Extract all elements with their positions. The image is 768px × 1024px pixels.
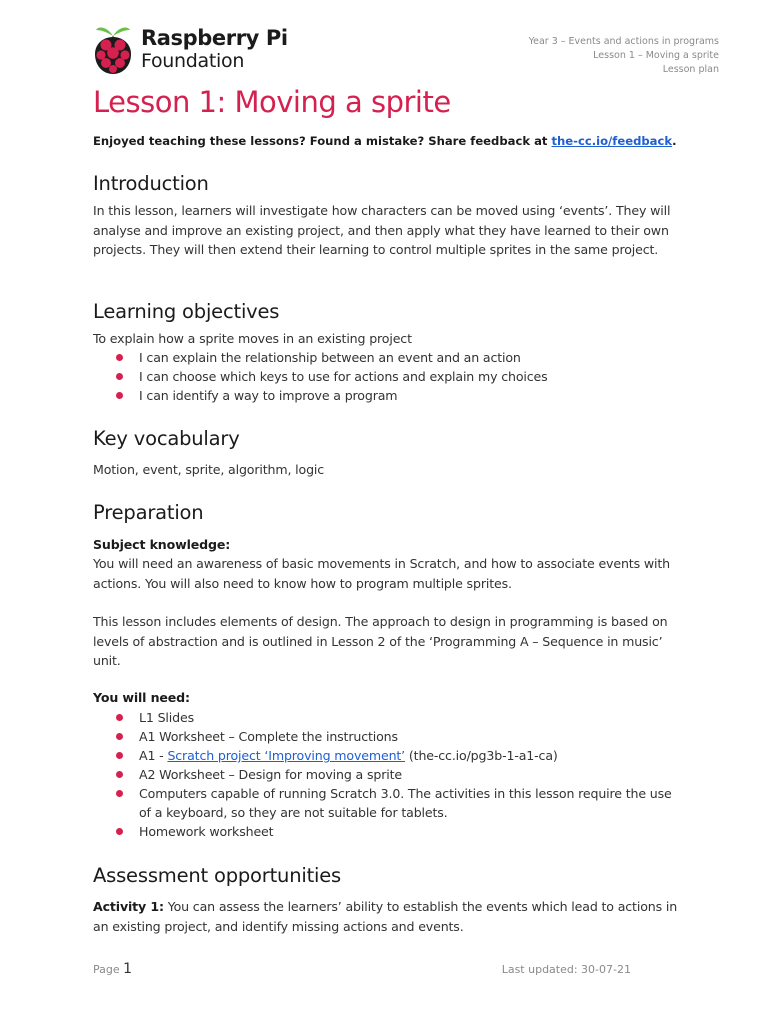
- objective-text: I can identify a way to improve a program: [139, 388, 398, 403]
- section-heading-introduction: Introduction: [93, 172, 209, 195]
- resource-text: Computers capable of running Scratch 3.0. The activities in this lesson require the use of a keyboard, so they are not suitable for tablets.: [139, 786, 672, 820]
- list-item: [93, 367, 683, 386]
- meta-year-unit: Year 3 – Events and actions in programs: [528, 36, 719, 47]
- resources-list: [93, 708, 683, 841]
- vocabulary-text: Motion, event, sprite, algorithm, logic: [93, 462, 325, 477]
- objective-text: I can explain the relationship between an event and an action: [139, 350, 521, 365]
- page-title: Lesson 1: Moving a sprite: [93, 85, 451, 119]
- introduction-text: In this lesson, learners will investigate how characters can be moved using ‘events’. They will analyse and improve an existing project, and then apply what they have learned to their own projects. They will then extend their learning to control multiple sprites in the same project.: [93, 203, 671, 258]
- assessment-body: You can assess the learners’ ability to establish the events which lead to actions in an existing project, and identify missing actions and events.: [93, 899, 678, 934]
- list-item: [93, 727, 683, 746]
- meta-doc-type: Lesson plan: [662, 64, 719, 75]
- resource-text: Homework worksheet: [139, 824, 274, 839]
- section-heading-vocabulary: Key vocabulary: [93, 427, 240, 450]
- list-item: [93, 386, 683, 405]
- last-updated: Last updated: 30-07-21: [501, 963, 631, 976]
- bullet-dot-icon: [116, 392, 123, 399]
- objectives-intro: To explain how a sprite moves in an existing project: [93, 331, 412, 346]
- bullet-dot-icon: [116, 373, 123, 380]
- resource-text: A1 Worksheet – Complete the instructions: [139, 729, 398, 744]
- list-item: [93, 784, 683, 822]
- objectives-list: [93, 348, 683, 405]
- resource-text: A2 Worksheet – Design for moving a sprite: [139, 767, 402, 782]
- resource-prefix: A1 -: [139, 748, 168, 763]
- feedback-text: Enjoyed teaching these lessons? Found a mistake? Share feedback at: [93, 134, 552, 148]
- list-item: [93, 765, 683, 784]
- page-label: Page: [93, 963, 124, 976]
- list-item: [93, 708, 683, 727]
- logo-line-2: Foundation: [141, 50, 245, 72]
- assessment-label: Activity 1:: [93, 899, 164, 914]
- design-note-text: This lesson includes elements of design. The approach to design in programming is based on levels of abstraction and is outlined in Lesson 2 of the ‘Programming A – Sequence in music’ unit.: [93, 614, 668, 669]
- bullet-dot-icon: [116, 354, 123, 361]
- feedback-end: .: [672, 134, 677, 148]
- meta-lesson: Lesson 1 – Moving a sprite: [593, 50, 719, 61]
- bullet-dot-icon: [116, 771, 123, 778]
- bullet-dot-icon: [116, 714, 123, 721]
- assessment-text: [93, 897, 681, 936]
- page-number-value: 1: [123, 961, 133, 977]
- document-meta: [529, 35, 719, 77]
- feedback-line: [93, 134, 676, 148]
- bullet-dot-icon: [116, 790, 123, 797]
- bullet-dot-icon: [116, 733, 123, 740]
- feedback-link[interactable]: the-cc.io/feedback: [551, 134, 673, 148]
- logo-wordmark: [141, 28, 288, 71]
- list-item: [93, 822, 683, 841]
- scratch-project-link[interactable]: Scratch project ‘Improving movement’: [167, 748, 406, 763]
- section-heading-assessment: Assessment opportunities: [93, 864, 342, 887]
- logo-line-1: Raspberry Pi: [141, 26, 288, 50]
- you-will-need-label: You will need:: [93, 690, 190, 705]
- section-heading-objectives: Learning objectives: [93, 300, 280, 323]
- bullet-dot-icon: [116, 752, 123, 759]
- list-item: [93, 746, 683, 765]
- subject-knowledge-label: Subject knowledge:: [93, 537, 231, 552]
- objective-text: I can choose which keys to use for actions and explain my choices: [139, 369, 548, 384]
- resource-suffix: (the-cc.io/pg3b-1-a1-ca): [405, 748, 558, 763]
- raspberry-logo-icon: [93, 24, 133, 76]
- subject-knowledge-text: You will need an awareness of basic movements in Scratch, and how to associate events with actions. You will also need to know how to program multiple sprites.: [93, 556, 670, 591]
- section-heading-preparation: Preparation: [93, 501, 204, 524]
- page-number: [93, 961, 132, 977]
- resource-text: L1 Slides: [139, 710, 194, 725]
- bullet-dot-icon: [116, 828, 123, 835]
- list-item: [93, 348, 683, 367]
